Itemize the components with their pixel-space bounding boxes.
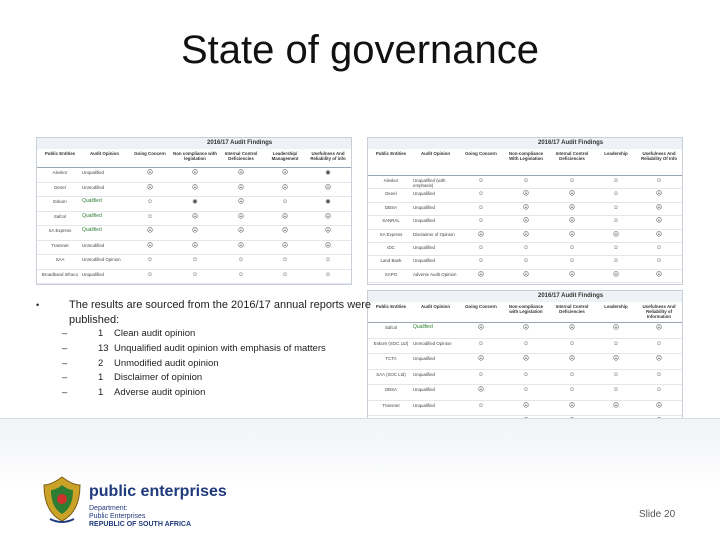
status-circle-icon: ☺ bbox=[477, 204, 485, 211]
column-header: Public Entities bbox=[44, 151, 76, 156]
column-header: Leadership bbox=[604, 304, 628, 309]
column-header: Going Concern bbox=[134, 151, 166, 156]
table-row bbox=[368, 202, 682, 216]
opinion-cell: Unqualified bbox=[413, 371, 435, 377]
status-circle-icon: ☹ bbox=[237, 213, 245, 220]
status-circle-icon: ☹ bbox=[146, 170, 154, 176]
status-circle-icon: ☹ bbox=[191, 228, 199, 234]
status-circle-icon: ☹ bbox=[568, 204, 576, 211]
status-circle-icon: ☹ bbox=[522, 218, 530, 225]
status-circle-icon: ☹ bbox=[237, 199, 245, 205]
slide-number: Slide 20 bbox=[639, 509, 676, 520]
status-circle-icon: ☹ bbox=[281, 228, 289, 234]
column-header: Audit Opinion bbox=[89, 151, 120, 156]
status-circle-icon: ☺ bbox=[612, 371, 620, 378]
caption-text: 2016/17 Audit Findings bbox=[538, 293, 604, 299]
status-circle-icon: ☹ bbox=[146, 228, 154, 234]
table-header-row bbox=[368, 302, 682, 323]
opinion-cell: Qualified bbox=[82, 198, 102, 204]
status-circle-icon: ☹ bbox=[522, 191, 530, 198]
status-circle-icon: ☺ bbox=[146, 199, 154, 205]
entity-cell: Alexkor bbox=[383, 178, 399, 183]
status-circle-icon: ☺ bbox=[237, 271, 245, 278]
opinion-cell: Unmodified Opinion bbox=[82, 257, 121, 262]
status-circle-icon: ☺ bbox=[612, 387, 620, 393]
status-circle-icon: ☹ bbox=[191, 242, 199, 249]
caption-text: 2016/17 Audit Findings bbox=[538, 140, 604, 146]
entity-cell: IDC bbox=[387, 245, 395, 250]
status-circle-icon: ☺ bbox=[477, 178, 485, 184]
status-circle-icon: ☹ bbox=[522, 231, 530, 238]
dept-line: REPUBLIC OF SOUTH AFRICA bbox=[89, 521, 192, 528]
status-circle-icon: ☺ bbox=[477, 371, 485, 378]
status-circle-icon: ☺ bbox=[612, 218, 620, 225]
status-circle-icon: ☹ bbox=[324, 184, 332, 191]
caption-text: 2016/17 Audit Findings bbox=[207, 140, 273, 146]
column-header: Audit Opinion bbox=[420, 304, 451, 309]
column-header: Usefulness And Reliability of info bbox=[310, 151, 346, 161]
results-intro: The results are sourced from the 2016/17 annual reports were published: bbox=[69, 299, 372, 326]
opinion-cell: Unmodified bbox=[82, 184, 105, 190]
status-circle-icon: ☺ bbox=[612, 340, 620, 347]
column-header: Non-compliance with Legislation bbox=[508, 304, 544, 314]
status-circle-icon: ☹ bbox=[522, 325, 530, 331]
entity-cell: Transnet bbox=[51, 242, 69, 248]
table-row bbox=[37, 182, 351, 198]
status-circle-icon: ☹ bbox=[522, 271, 530, 278]
status-circle-icon: ☹ bbox=[237, 170, 245, 176]
column-header: Public Entities bbox=[375, 304, 407, 309]
entity-cell: SA Express bbox=[379, 231, 403, 237]
table-row bbox=[37, 167, 351, 183]
column-header: Going Concern bbox=[465, 151, 497, 156]
status-circle-icon: ☺ bbox=[568, 245, 576, 251]
status-circle-icon: ☺ bbox=[655, 178, 663, 184]
column-header: Audit Opinion bbox=[420, 151, 451, 156]
table-row bbox=[368, 338, 682, 355]
opinion-cell: Unqualified bbox=[413, 258, 435, 264]
column-header: Non compliance with legislation bbox=[173, 151, 217, 161]
column-header: Leadership bbox=[604, 151, 628, 156]
status-circle-icon: ☺ bbox=[477, 340, 485, 347]
status-circle-icon: ☹ bbox=[655, 191, 663, 198]
status-circle-icon: ☺ bbox=[191, 271, 199, 278]
audit-table-1 bbox=[36, 137, 352, 285]
status-circle-icon: ☺ bbox=[522, 387, 530, 393]
entity-cell: Denel bbox=[385, 191, 397, 197]
status-circle-icon: ☺ bbox=[612, 191, 620, 198]
status-circle-icon: ☺ bbox=[522, 258, 530, 265]
column-header: Internal Control Deficiencies bbox=[555, 304, 589, 314]
audit-table-2 bbox=[367, 137, 683, 285]
result-text: Unmodified audit opinion bbox=[114, 358, 219, 369]
dash-icon: – bbox=[62, 387, 68, 398]
opinion-cell: Unqualified bbox=[413, 218, 435, 224]
column-header: Internal Control Deficiencies bbox=[224, 151, 258, 161]
table-row bbox=[368, 255, 682, 269]
entity-cell: SAA bbox=[55, 257, 65, 262]
column-header: Public Entities bbox=[375, 151, 407, 156]
status-circle-icon: ☺ bbox=[477, 218, 485, 225]
status-circle-icon: ☹ bbox=[612, 402, 620, 409]
status-circle-icon: ◉ bbox=[192, 199, 198, 205]
entity-cell: Transnet bbox=[382, 402, 400, 408]
audit-table-3 bbox=[367, 290, 683, 434]
column-header: Usefulness And Reliability of Information bbox=[642, 304, 676, 319]
bullet-dot-icon: • bbox=[36, 300, 40, 310]
result-count: 1 bbox=[98, 387, 104, 398]
table-row bbox=[368, 175, 682, 189]
status-circle-icon: ☹ bbox=[655, 402, 663, 409]
status-circle-icon: ☺ bbox=[477, 191, 485, 198]
status-circle-icon: ☹ bbox=[477, 325, 485, 331]
dash-icon: – bbox=[62, 343, 68, 354]
table-row bbox=[368, 369, 682, 386]
dept-line: Public Enterprises bbox=[89, 513, 146, 520]
status-circle-icon: ☺ bbox=[477, 258, 485, 265]
result-count: 1 bbox=[98, 328, 104, 339]
status-circle-icon: ☺ bbox=[237, 257, 245, 263]
status-circle-icon: ☹ bbox=[655, 271, 663, 278]
status-circle-icon: ☹ bbox=[522, 402, 530, 409]
column-header: Leadership/ Management bbox=[271, 151, 299, 161]
status-circle-icon: ☺ bbox=[146, 271, 154, 278]
status-circle-icon: ☹ bbox=[324, 213, 332, 220]
table-row bbox=[368, 229, 682, 243]
status-circle-icon: ☺ bbox=[281, 257, 289, 263]
entity-cell: SA Express bbox=[48, 228, 72, 233]
status-circle-icon: ☺ bbox=[568, 178, 576, 184]
result-text: Clean audit opinion bbox=[114, 328, 196, 339]
status-circle-icon: ◉ bbox=[325, 170, 331, 176]
entity-cell: Safcol bbox=[384, 325, 398, 330]
table-row bbox=[37, 225, 351, 241]
entity-cell: DBSA bbox=[385, 204, 397, 210]
status-circle-icon: ☺ bbox=[612, 204, 620, 211]
table-row bbox=[37, 240, 351, 256]
entity-cell: TCTA bbox=[385, 356, 397, 361]
status-circle-icon: ☹ bbox=[612, 271, 620, 278]
result-count: 13 bbox=[98, 343, 109, 354]
dash-icon: – bbox=[62, 372, 68, 383]
opinion-cell: Unqualified bbox=[413, 204, 435, 210]
status-circle-icon: ☹ bbox=[191, 184, 199, 191]
status-circle-icon: ☹ bbox=[568, 356, 576, 362]
entity-cell: SAA (SOC Ltd) bbox=[376, 371, 406, 377]
status-circle-icon: ☺ bbox=[522, 245, 530, 251]
status-circle-icon: ☺ bbox=[146, 213, 154, 220]
opinion-cell: Qualified bbox=[82, 227, 102, 233]
opinion-cell: Unqualified bbox=[413, 245, 435, 250]
dash-icon: – bbox=[62, 328, 68, 339]
brand-name: public enterprises bbox=[89, 483, 227, 500]
status-circle-icon: ☺ bbox=[281, 199, 289, 205]
status-circle-icon: ☺ bbox=[568, 258, 576, 265]
result-count: 1 bbox=[98, 372, 104, 383]
entity-cell: DBSA bbox=[385, 387, 397, 392]
entity-cell: SAPO bbox=[384, 271, 398, 277]
table-caption bbox=[37, 138, 351, 149]
status-circle-icon: ☹ bbox=[281, 170, 289, 176]
status-circle-icon: ☹ bbox=[237, 242, 245, 249]
table-row bbox=[368, 269, 682, 283]
opinion-cell: Qualified bbox=[82, 212, 102, 219]
status-circle-icon: ☹ bbox=[477, 271, 485, 278]
coat-of-arms-icon bbox=[40, 473, 84, 525]
status-circle-icon: ☺ bbox=[612, 245, 620, 251]
status-circle-icon: ☺ bbox=[522, 371, 530, 378]
opinion-cell: Unqualified bbox=[413, 191, 435, 197]
status-circle-icon: ☺ bbox=[655, 387, 663, 393]
entity-cell: SANRAL bbox=[382, 218, 400, 224]
status-circle-icon: ☹ bbox=[146, 242, 154, 249]
status-circle-icon: ☺ bbox=[655, 371, 663, 378]
status-circle-icon: ☹ bbox=[191, 213, 199, 220]
status-circle-icon: ☹ bbox=[568, 191, 576, 198]
column-header: Usefulness And Reliability Of Info bbox=[640, 151, 678, 161]
status-circle-icon: ☹ bbox=[568, 402, 576, 409]
status-circle-icon: ☹ bbox=[281, 242, 289, 249]
status-circle-icon: ☹ bbox=[522, 204, 530, 211]
status-circle-icon: ☺ bbox=[612, 258, 620, 265]
status-circle-icon: ☹ bbox=[237, 184, 245, 191]
status-circle-icon: ☹ bbox=[324, 228, 332, 234]
department-label bbox=[89, 505, 191, 529]
opinion-cell: Unqualified bbox=[413, 387, 435, 392]
dept-line: Department: bbox=[89, 505, 128, 512]
table-row bbox=[368, 215, 682, 229]
status-circle-icon: ☹ bbox=[477, 387, 485, 393]
status-circle-icon: ☹ bbox=[522, 356, 530, 362]
opinion-cell: Unqualified bbox=[82, 271, 104, 277]
opinion-cell: Unqualified bbox=[413, 356, 435, 361]
status-circle-icon: ☺ bbox=[568, 340, 576, 347]
status-circle-icon: ☹ bbox=[324, 242, 332, 249]
status-circle-icon: ☹ bbox=[477, 231, 485, 238]
table-row bbox=[37, 196, 351, 212]
status-circle-icon: ☹ bbox=[237, 228, 245, 234]
entity-cell: Safcol bbox=[53, 213, 67, 219]
table-row bbox=[368, 353, 682, 370]
status-circle-icon: ☹ bbox=[568, 218, 576, 225]
opinion-cell: Unqualified bbox=[82, 170, 104, 175]
status-circle-icon: ☹ bbox=[612, 325, 620, 331]
table-row bbox=[368, 322, 682, 339]
table-row bbox=[368, 242, 682, 256]
entity-cell: Alexkor bbox=[52, 170, 68, 175]
status-circle-icon: ☹ bbox=[655, 356, 663, 362]
column-header: Non-compliance With Legislation bbox=[508, 151, 544, 161]
status-circle-icon: ☺ bbox=[612, 178, 620, 184]
status-circle-icon: ☹ bbox=[655, 231, 663, 238]
opinion-cell: Qualified bbox=[413, 324, 433, 330]
entity-cell: Land Bank bbox=[380, 258, 402, 264]
status-circle-icon: ☹ bbox=[568, 271, 576, 278]
dash-icon: – bbox=[62, 358, 68, 369]
status-circle-icon: ☺ bbox=[477, 245, 485, 251]
opinion-cell: Unqualified (with emphasis) bbox=[413, 178, 446, 188]
opinion-cell: Adverse Audit Opinion bbox=[413, 271, 457, 277]
table-row bbox=[368, 188, 682, 202]
result-text: Unqualified audit opinion with emphasis of matters bbox=[114, 343, 326, 354]
status-circle-icon: ☹ bbox=[612, 356, 620, 362]
status-circle-icon: ☹ bbox=[477, 356, 485, 362]
table-header-row bbox=[368, 149, 682, 176]
status-circle-icon: ☹ bbox=[655, 325, 663, 331]
status-circle-icon: ☺ bbox=[522, 340, 530, 347]
status-circle-icon: ☺ bbox=[655, 245, 663, 251]
entity-cell: Denel bbox=[54, 184, 66, 190]
status-circle-icon: ☹ bbox=[612, 231, 620, 238]
opinion-cell: Unmodified Opinion bbox=[413, 340, 452, 346]
status-circle-icon: ☺ bbox=[568, 387, 576, 393]
table-header-row bbox=[37, 149, 351, 168]
table-row bbox=[368, 384, 682, 401]
table-row bbox=[37, 211, 351, 227]
table-row bbox=[37, 254, 351, 270]
status-circle-icon: ☺ bbox=[568, 371, 576, 378]
status-circle-icon: ☹ bbox=[146, 184, 154, 191]
status-circle-icon: ☺ bbox=[324, 257, 332, 263]
entity-cell: Eskom bbox=[53, 199, 67, 204]
result-count: 2 bbox=[98, 358, 104, 369]
entity-cell: Broadband Infraco bbox=[41, 271, 79, 277]
status-circle-icon: ☹ bbox=[568, 231, 576, 238]
entity-cell: Eskom (SOC Ltd) bbox=[373, 340, 409, 346]
status-circle-icon: ☹ bbox=[281, 213, 289, 220]
table-row bbox=[37, 269, 351, 285]
table-row bbox=[368, 400, 682, 417]
status-circle-icon: ◉ bbox=[325, 199, 331, 205]
opinion-cell: Disclaimer of Opinion bbox=[413, 231, 455, 237]
status-circle-icon: ☺ bbox=[522, 178, 530, 184]
status-circle-icon: ☺ bbox=[324, 271, 332, 278]
status-circle-icon: ☺ bbox=[146, 257, 154, 263]
status-circle-icon: ☺ bbox=[477, 402, 485, 409]
status-circle-icon: ☹ bbox=[655, 204, 663, 211]
opinion-cell: Unqualified bbox=[413, 402, 435, 408]
table-caption bbox=[368, 291, 682, 302]
status-circle-icon: ☺ bbox=[655, 258, 663, 265]
status-circle-icon: ☹ bbox=[191, 170, 199, 176]
table-caption bbox=[368, 138, 682, 149]
status-circle-icon: ☹ bbox=[281, 184, 289, 191]
status-circle-icon: ☺ bbox=[655, 340, 663, 347]
status-circle-icon: ☺ bbox=[281, 271, 289, 278]
column-header: Going Concern bbox=[465, 304, 497, 309]
result-text: Disclaimer of opinion bbox=[114, 372, 203, 383]
status-circle-icon: ☹ bbox=[655, 218, 663, 225]
status-circle-icon: ☹ bbox=[568, 325, 576, 331]
opinion-cell: Unmodified bbox=[82, 242, 105, 248]
column-header: Internal Control Deficiencies bbox=[555, 151, 589, 161]
slide-title: State of governance bbox=[180, 28, 540, 72]
status-circle-icon: ☺ bbox=[191, 257, 199, 263]
result-text: Adverse audit opinion bbox=[114, 387, 206, 398]
